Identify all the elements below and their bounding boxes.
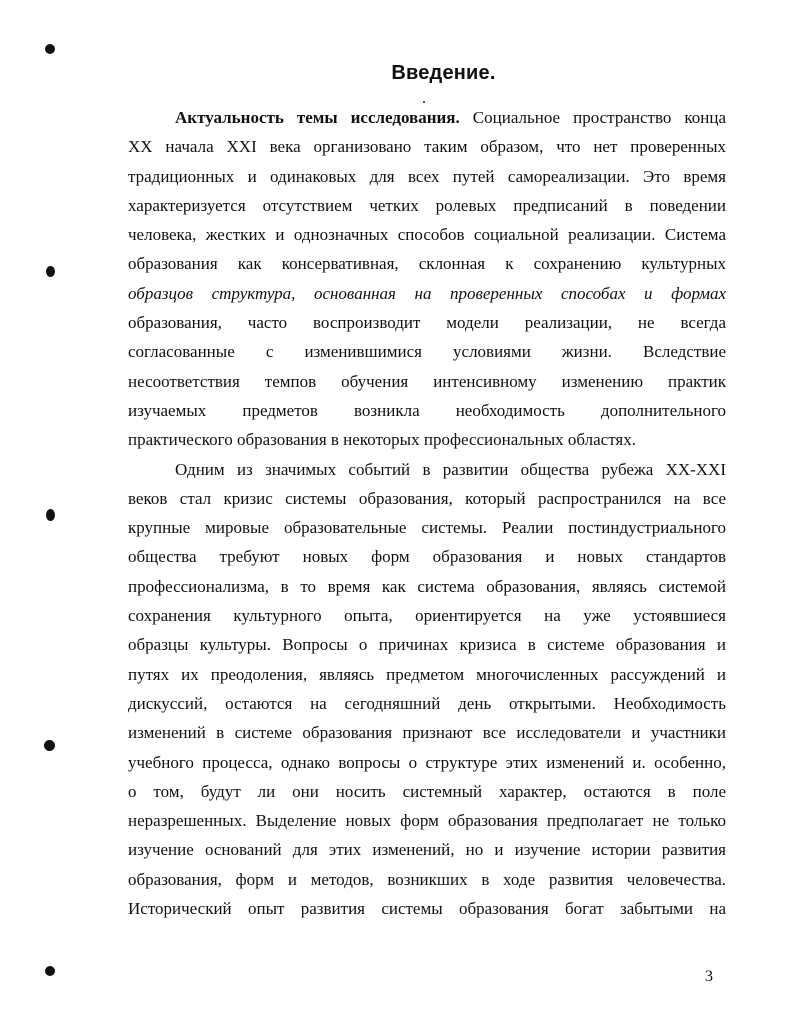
text-line: изучаемых предметов возникла необходимость дополнительного: [128, 400, 726, 420]
text-line: XX начала XXI века организовано таким образом, что нет проверенных: [128, 137, 726, 157]
text-line: образования, часто воспроизводит модели реализации, не всегда: [128, 313, 726, 333]
binder-hole-mark: [44, 740, 55, 751]
page-number: 3: [705, 968, 713, 985]
text-line: человека, жестких и однозначных способов социальной реализации. Система: [128, 225, 726, 245]
text-line: изучение оснований для этих изменений, но и изучение истории развития: [128, 840, 726, 860]
body-text: [128, 103, 726, 923]
text-line: Актуальность темы исследования. Социальное пространство конца: [175, 108, 727, 127]
text-line: о том, будут ли они носить системный характер, остаются в поле: [128, 781, 726, 801]
text-line: характеризуется отсутствием четких ролевых предписаний в поведении: [128, 195, 726, 215]
text-line: образцов структура, основанная на проверенных способах и формах: [128, 283, 726, 303]
text-line: учебного процесса, однако вопросы о структуре этих изменений и. особенно,: [128, 752, 726, 772]
binder-hole-mark: [45, 966, 55, 976]
text-line: веков стал кризис системы образования, который распространился на все: [128, 488, 726, 508]
text-line: дискуссий, остаются на сегодняшний день открытыми. Необходимость: [128, 693, 726, 713]
binder-hole-mark: [46, 266, 55, 277]
text-line: согласованные с изменившимися условиями жизни. Вследствие: [128, 342, 726, 362]
lead-phrase: Актуальность темы исследования.: [175, 108, 460, 127]
text-line: путях их преодоления, являясь предметом многочисленных рассуждений и: [128, 664, 726, 684]
page-title: Введение.: [391, 62, 496, 84]
text-line: профессионализма, в то время как система образования, являясь системой: [128, 576, 726, 596]
text-line: практического образования в некоторых профессиональных областях.: [128, 430, 636, 450]
binder-hole-mark: [45, 44, 55, 54]
text-line: образцы культуры. Вопросы о причинах кризиса в системе образования и: [128, 635, 726, 655]
text-line: сохранения культурного опыта, ориентируется на уже устоявшиеся: [128, 606, 726, 626]
text-line: неразрешенных. Выделение новых форм образования предполагает не только: [128, 811, 726, 831]
text-line: общества требуют новых форм образования и новых стандартов: [128, 547, 726, 567]
binder-hole-mark: [46, 509, 55, 521]
text-line: крупные мировые образовательные системы. Реалии постиндустриального: [128, 518, 726, 538]
text-line: образования, форм и методов, возникших в ходе развития человечества.: [128, 869, 726, 889]
text-line: изменений в системе образования признают все исследователи и участники: [128, 723, 726, 743]
text-line: Исторический опыт развития системы образования богат забытыми на: [128, 899, 726, 919]
text-line: образования как консервативная, склонная к сохранению культурных: [128, 254, 726, 274]
text-line: несоответствия темпов обучения интенсивному изменению практик: [128, 371, 726, 391]
text-line: Одним из значимых событий в развитии общества рубежа XX-XXI: [175, 459, 726, 479]
text-line: традиционных и одинаковых для всех путей самореализации. Это время: [128, 166, 726, 186]
